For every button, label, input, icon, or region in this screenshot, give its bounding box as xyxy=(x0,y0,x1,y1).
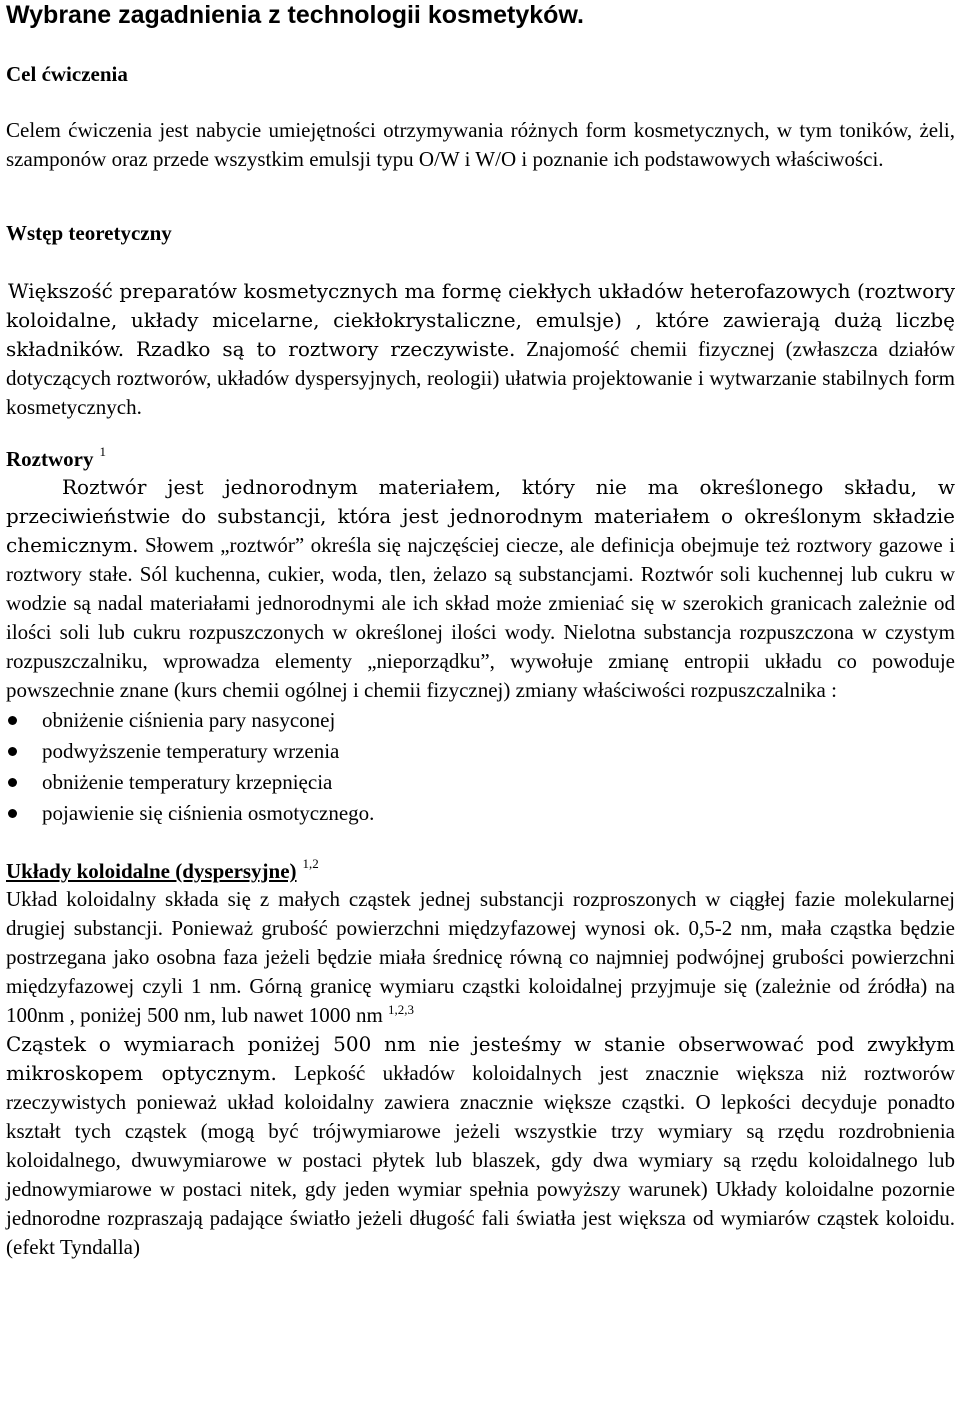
colloids-heading-reference: 1,2 xyxy=(302,856,319,871)
list-item-text: podwyższenie temperatury wrzenia xyxy=(42,739,340,763)
spacer xyxy=(6,247,955,277)
colloids-paragraph-2-part2: Lepkość układów koloidalnych jest znacznie większa niż roztworów rzeczywistych ponieważ układ koloidalny zawiera znacznie większe cząstki. O lepkości decyduje ponadto kształt tych cząstek (mogą być trójwymiarowe jeżeli wszystkie trzy wymiary są rzędu rozdrobnienia koloidalnego, dwuwymiarowe w postaci płytek lub blaszek, gdy dwa wymiary są rzędu koloidalnego lub jednowymiarowe w postaci nitek, gdy jeden wymiar spełnia powyższy warunek) Układy koloidalne pozornie jednorodne rozpraszają padające światło jeżeli długość fali światła jest większa od wymiarów cząstek koloidu.(efekt Tyndalla) xyxy=(6,1061,955,1259)
spacer xyxy=(6,30,955,60)
colloids-paragraph-1-reference: 1,2,3 xyxy=(388,1002,415,1017)
list-item xyxy=(6,736,955,767)
solvent-properties-list xyxy=(6,705,955,829)
colloids-heading-text: Układy koloidalne (dyspersyjne) xyxy=(6,859,297,883)
list-item-text: obniżenie ciśnienia pary nasyconej xyxy=(42,708,336,732)
document-title: Wybrane zagadnienia z technologii kosmetyków. xyxy=(6,1,584,29)
list-item xyxy=(6,767,955,798)
goal-paragraph: Celem ćwiczenia jest nabycie umiejętności otrzymywania różnych form kosmetycznych, w tym toników, żeli, szamponów oraz przede wszystkim emulsji typu O/W i W/O i poznanie ich podstawowych właściwości. xyxy=(6,118,955,171)
document-page xyxy=(6,0,955,1262)
colloids-paragraph-1 xyxy=(6,885,955,1030)
list-item-text: obniżenie temperatury krzepnięcia xyxy=(42,770,333,794)
solutions-paragraph xyxy=(6,473,955,705)
solutions-paragraph-part2: Słowem „roztwór” określa się najczęściej ciecze, ale definicja obejmuje też roztwory gazowe i roztwory stałe. Sól kuchenna, cukier, woda, tlen, żelazo są substancjami. Roztwór soli kuchennej lub cukru w wodzie są nadal materiałami jednorodnymi ale ich skład może zmieniać się w szerokich granicach zależnie od ilości soli lub cukru rozpuszczonych w określonej ilości wody. Nielotna substancja rozpuszczona w czystym rozpuszczalniku, wprowadza elementy „nieporządku”, wywołuje zmianę entropii układu co powoduje powszechnie znane (kurs chemii ogólnej i chemii fizycznej) zmiany właściwości rozpuszczalnika : xyxy=(6,533,955,702)
colloids-paragraph-2 xyxy=(6,1030,955,1262)
intro-paragraph xyxy=(6,277,955,422)
colloids-heading xyxy=(6,857,955,885)
list-item xyxy=(6,705,955,736)
spacer xyxy=(6,88,955,116)
intro-paragraph-part1: Większość preparatów kosmetycznych ma formę ciekłych układów heterofazowych (roztwory koloidalne, układy micelarne, ciekłokrystaliczne, emulsje) , które zawierają dużą liczbę składników. Rzadko są to roztwory rzeczywiste. xyxy=(6,279,955,361)
solutions-heading-reference: 1 xyxy=(99,444,106,459)
solutions-heading-text: Roztwory xyxy=(6,447,94,471)
goal-heading: Cel ćwiczenia xyxy=(6,62,128,86)
spacer xyxy=(6,422,955,445)
list-item-text: pojawienie się ciśnienia osmotycznego. xyxy=(42,801,375,825)
solutions-paragraph-part1: Roztwór jest jednorodnym materiałem, który nie ma określonego składu, w przeciwieństwie do substancji, która jest jednorodnym materiałem o określonym składzie chemicznym. xyxy=(6,475,955,557)
bullet-icon xyxy=(8,716,17,725)
bullet-icon xyxy=(8,809,17,818)
intro-paragraph-part2: Znajomość chemii fizycznej (zwłaszcza działów dotyczących roztworów, układów dyspersyjnych, reologii) ułatwia projektowanie i wytwarzanie stabilnych form kosmetycznych. xyxy=(6,337,955,419)
bullet-icon xyxy=(8,778,17,787)
spacer xyxy=(6,174,955,219)
bullet-icon xyxy=(8,747,17,756)
spacer xyxy=(6,829,955,857)
colloids-paragraph-1-text: Układ koloidalny składa się z małych cząstek jednej substancji rozproszonych w ciągłej fazie molekularnej drugiej substancji. Ponieważ grubość powierzchni międzyfazowej wynosi ok. 0,5-2 nm, mała cząstka będzie postrzegana jako osobna faza jeżeli będzie miała średnicę równą co najmniej podwójnej grubości powierzchni międzyfazowej czyli 1 nm. Górną granicę wymiaru cząstki koloidalnej przyjmuje się (zależnie od źródła) na 100nm , poniżej 500 nm, lub nawet 1000 nm xyxy=(6,887,955,1027)
solutions-heading xyxy=(6,445,955,473)
list-item xyxy=(6,798,955,829)
intro-heading: Wstęp teoretyczny xyxy=(6,221,172,245)
colloids-paragraph-2-part1: Cząstek o wymiarach poniżej 500 nm nie jesteśmy w stanie obserwować pod zwykłym mikroskopem optycznym. xyxy=(6,1032,955,1085)
